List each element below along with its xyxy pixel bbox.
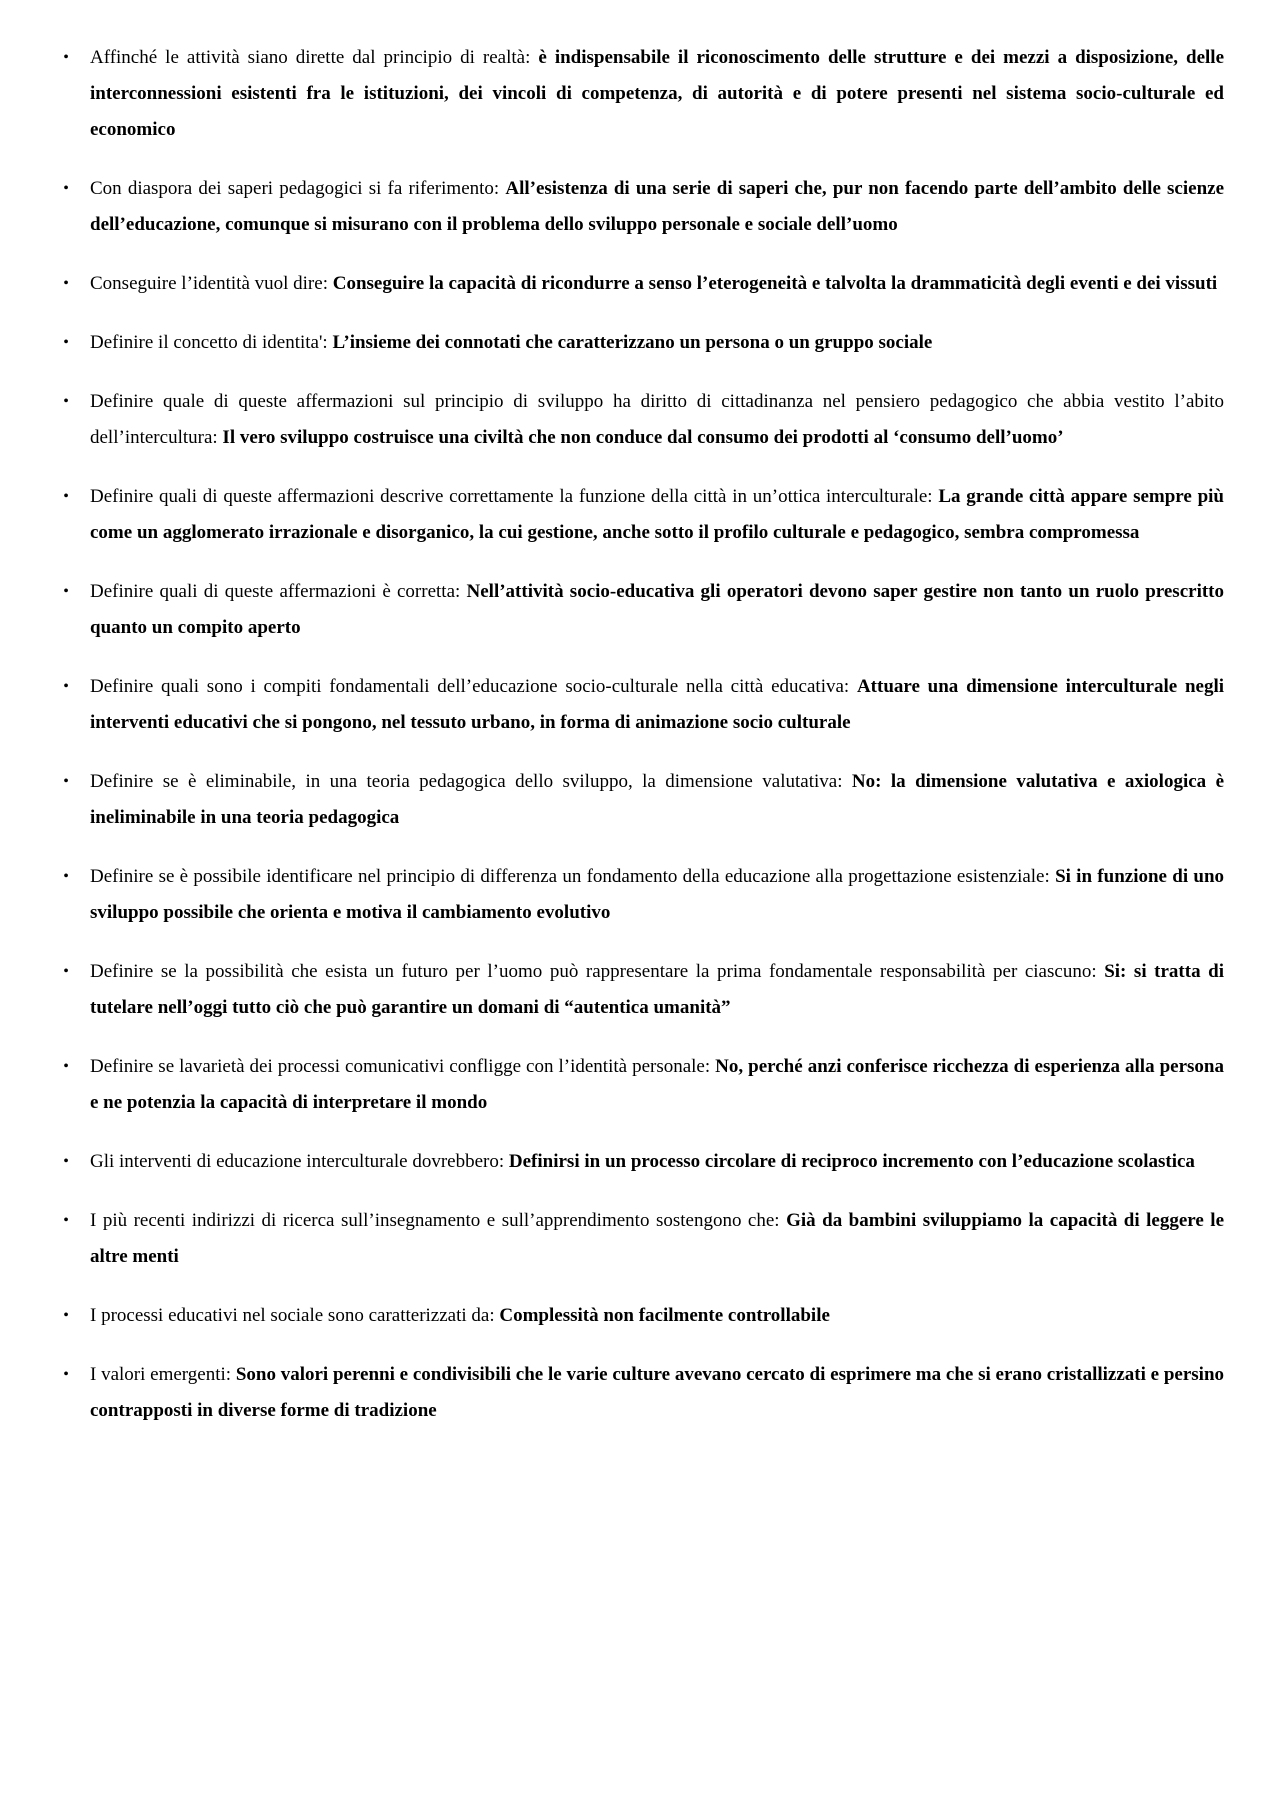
list-item (56, 954, 1224, 1026)
question-text: Definire quale di queste affermazioni sul principio di sviluppo ha diritto di cittadinanza nel pensiero pedagogico che abbia vestito l’abito dell’intercultura: (90, 391, 1224, 448)
question-text: Conseguire l’identità vuol dire: (90, 273, 328, 294)
question-text: Definire se la possibilità che esista un futuro per l’uomo può rappresentare la prima fondamentale responsabilità per ciascuno: (90, 961, 1097, 982)
bullet-icon: • (63, 1058, 69, 1075)
answer-text: Si: si tratta di tutelare nell’oggi tutto ciò che può garantire un domani di “autentica umanità” (90, 961, 1225, 1018)
answer-text: All’esistenza di una serie di saperi che, pur non facendo parte dell’ambito delle scienze dell’educazione, comunque si misurano con il problema dello sviluppo personale e sociale dell’uomo (90, 178, 1225, 235)
question-text: I più recenti indirizzi di ricerca sull’insegnamento e sull’apprendimento sostengono che: (90, 1210, 780, 1231)
bullet-icon: • (63, 1153, 69, 1170)
question-text: Definire se lavarietà dei processi comunicativi confligge con l’identità personale: (90, 1056, 711, 1077)
bullet-icon: • (63, 583, 69, 600)
list-item (56, 1357, 1224, 1429)
bullet-icon: • (63, 868, 69, 885)
bullet-icon: • (63, 1307, 69, 1324)
list-item (56, 1049, 1224, 1121)
list-item (56, 171, 1224, 243)
answer-text: No: la dimensione valutativa e axiologica è ineliminabile in una teoria pedagogica (90, 771, 1225, 828)
bullet-icon: • (63, 275, 69, 292)
question-text: Affinché le attività siano dirette dal principio di realtà: (90, 47, 531, 68)
answer-text: Complessità non facilmente controllabile (499, 1305, 830, 1326)
answer-text: Attuare una dimensione interculturale negli interventi educativi che si pongono, nel tessuto urbano, in forma di animazione socio culturale (90, 676, 1224, 733)
question-text: Definire se è possibile identificare nel principio di differenza un fondamento della educazione alla progettazione esistenziale: (90, 866, 1050, 887)
question-text: Definire quali di queste affermazioni è corretta: (90, 581, 461, 602)
bullet-icon: • (63, 393, 69, 410)
bullet-icon: • (63, 678, 69, 695)
list-item (56, 669, 1224, 741)
answer-text: Il vero sviluppo costruisce una civiltà che non conduce dal consumo dei prodotti al ‘consumo dell’uomo’ (222, 427, 1064, 448)
bullet-icon: • (63, 773, 69, 790)
bullet-icon: • (63, 180, 69, 197)
list-item (56, 1298, 1224, 1334)
question-text: Gli interventi di educazione interculturale dovrebbero: (90, 1151, 505, 1172)
list-item (56, 325, 1224, 361)
list-item (56, 1144, 1224, 1180)
bullet-icon: • (63, 334, 69, 351)
answer-text: Nell’attività socio-educativa gli operatori devono saper gestire non tanto un ruolo prescritto quanto un compito aperto (90, 581, 1225, 638)
question-text: Definire quali sono i compiti fondamentali dell’educazione socio-culturale nella città educativa: (90, 676, 850, 697)
list-item (56, 40, 1224, 148)
question-text: Con diaspora dei saperi pedagogici si fa riferimento: (90, 178, 500, 199)
list-item (56, 266, 1224, 302)
answer-text: Sono valori perenni e condivisibili che le varie culture avevano cercato di esprimere ma che si erano cristallizzati e persino contrapposti in diverse forme di tradizione (90, 1364, 1225, 1421)
list-item (56, 764, 1224, 836)
question-answer-list (56, 40, 1224, 1429)
question-text: Definire se è eliminabile, in una teoria pedagogica dello sviluppo, la dimensione valutativa: (90, 771, 843, 792)
question-text: I processi educativi nel sociale sono caratterizzati da: (90, 1305, 495, 1326)
bullet-icon: • (63, 49, 69, 66)
question-text: Definire quali di queste affermazioni descrive correttamente la funzione della città in un’ottica interculturale: (90, 486, 933, 507)
bullet-icon: • (63, 1212, 69, 1229)
bullet-icon: • (63, 1366, 69, 1383)
bullet-icon: • (63, 488, 69, 505)
question-text: I valori emergenti: (90, 1364, 232, 1385)
bullet-icon: • (63, 963, 69, 980)
list-item (56, 859, 1224, 931)
answer-text: Conseguire la capacità di ricondurre a senso l’eterogeneità e talvolta la drammaticità degli eventi e dei vissuti (332, 273, 1218, 294)
list-item (56, 574, 1224, 646)
answer-text: No, perché anzi conferisce ricchezza di esperienza alla persona e ne potenzia la capacità di interpretare il mondo (90, 1056, 1224, 1113)
answer-text: è indispensabile il riconoscimento delle strutture e dei mezzi a disposizione, delle interconnessioni esistenti fra le istituzioni, dei vincoli di competenza, di autorità e di potere presenti nel sistema socio-culturale ed economico (90, 47, 1225, 140)
question-text: Definire il concetto di identita': (90, 332, 328, 353)
answer-text: La grande città appare sempre più come un agglomerato irrazionale e disorganico, la cui gestione, anche sotto il profilo culturale e pedagogico, sembra compromessa (90, 486, 1225, 543)
answer-text: Si in funzione di uno sviluppo possibile che orienta e motiva il cambiamento evolutivo (90, 866, 1225, 923)
list-item (56, 479, 1224, 551)
list-item (56, 1203, 1224, 1275)
answer-text: Definirsi in un processo circolare di reciproco incremento con l’educazione scolastica (508, 1151, 1195, 1172)
answer-text: L’insieme dei connotati che caratterizzano un persona o un gruppo sociale (332, 332, 933, 353)
list-item (56, 384, 1224, 456)
answer-text: Già da bambini sviluppiamo la capacità di leggere le altre menti (90, 1210, 1225, 1267)
